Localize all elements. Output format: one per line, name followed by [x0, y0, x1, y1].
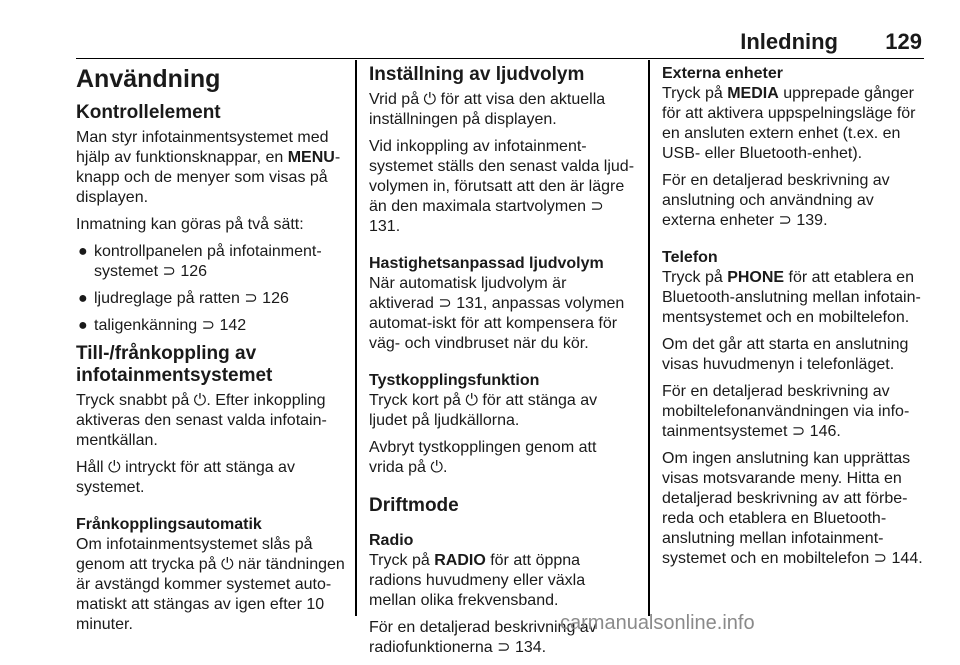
heading-tystkoppling: Tystkopplingsfunktion [369, 372, 540, 389]
heading-installning-ljudvolym: Inställning av ljudvolym [369, 64, 585, 85]
heading-kontrollelement: Kontrollelement [76, 102, 221, 123]
paragraph-phone: Tryck på PHONE för att etablera en Bluetooth-anslutning mellan infotain-mentsystemet och en mobiltelefon. [662, 269, 921, 326]
paragraph-input-methods: Inmatning kan göras på två sätt: [76, 216, 304, 233]
list-item: ● taligenkänning ⊃ 142 [78, 317, 247, 334]
heading-hastighetsanpassad: Hastighetsanpassad ljudvolym [369, 255, 604, 272]
page-header [76, 20, 924, 59]
heading-driftmode: Driftmode [369, 495, 459, 516]
chapter-title: Inledning [740, 29, 838, 54]
page-number: 129 [885, 29, 922, 54]
paragraph-unmute: Avbryt tystkopplingen genom att vrida på ⏻. [369, 439, 597, 476]
heading-radio: Radio [369, 532, 414, 549]
heading-frankopplingsautomatik: Frånkopplingsautomatik [76, 516, 262, 533]
list-item: ● ljudreglage på ratten ⊃ 126 [78, 290, 289, 307]
paragraph-speed-volume: När automatisk ljudvolym är aktiverad ⊃ 131, anpassas volymen automat-iskt för att kompensera för väg- och vindbruset när du kör. [369, 275, 625, 352]
paragraph-phone-menu: Om det går att starta en anslutning visas huvudmenyn i telefonläget. [662, 336, 909, 373]
heading-externa-enheter: Externa enheter [662, 65, 783, 82]
paragraph-mute: Tryck kort på ⏻ för att stänga av ljudet på ljudkällorna. [369, 392, 598, 429]
column-2 [369, 64, 635, 665]
heading-telefon: Telefon [662, 249, 718, 266]
paragraph-media: Tryck på MEDIA upprepade gånger för att aktivera uppspelningsläge för en ansluten extern enhet (t.ex. en USB- eller Bluetooth-enhet). [662, 85, 916, 162]
paragraph-phone-ref: För en detaljerad beskrivning av mobiltelefonanvändningen via info-tainmentsystemet ⊃ 146. [662, 383, 910, 440]
heading-till-frankoppling: Till-/frånkoppling av infotainmentsystemet [76, 343, 273, 386]
paragraph-no-connection: Om ingen anslutning kan upprättas visas motsvarande meny. Hitta en detaljerad beskrivning av att förbe-reda och etablera en Bluetooth-anslutning mellan infotainment-systemet och en mobiltelefon ⊃ 144. [662, 450, 923, 567]
paragraph-power-off: Håll ⏻ intryckt för att stänga av systemet. [76, 459, 295, 496]
paragraph-radio: Tryck på RADIO för att öppna radions huvudmeny eller växla mellan olika frekvensband. [369, 552, 586, 609]
paragraph-volume-display: Vrid på ⏻ för att visa den aktuella inställningen på displayen. [369, 91, 606, 128]
heading-anvandning: Användning [76, 65, 221, 93]
paragraph-power-on: Tryck snabbt på ⏻. Efter inkoppling aktiveras den senast valda infotain-mentkällan. [76, 392, 327, 449]
input-methods-list [76, 242, 348, 336]
paragraph-external-ref: För en detaljerad beskrivning av anslutning och användning av externa enheter ⊃ 139. [662, 172, 890, 229]
column-1 [76, 64, 348, 642]
paragraph-auto-off: Om infotainmentsystemet slås på genom att trycka på ⏻ när tändningen är avstängd kommer systemet auto-matiskt att stängas av igen efter 10 minuter. [76, 536, 345, 633]
column-divider-2 [648, 60, 650, 616]
paragraph-radio-ref: För en detaljerad beskrivning av radiofunktionerna ⊃ 134. [369, 619, 597, 656]
column-divider-1 [355, 60, 357, 616]
paragraph-controls: Man styr infotainmentsystemet med hjälp av funktionsknappar, en MENU-knapp och de menyer som visas på displayen. [76, 129, 341, 206]
column-3 [662, 64, 928, 576]
list-item: ● kontrollpanelen på infotainment-systemet ⊃ 126 [78, 243, 322, 280]
paragraph-volume-startup: Vid inkoppling av infotainment-systemet ställs den senast valda ljud-volymen in, förutsatt att den är lägre än den maximala startvolymen ⊃ 131. [369, 138, 635, 235]
watermark: carmanualsonline.info [560, 612, 755, 634]
